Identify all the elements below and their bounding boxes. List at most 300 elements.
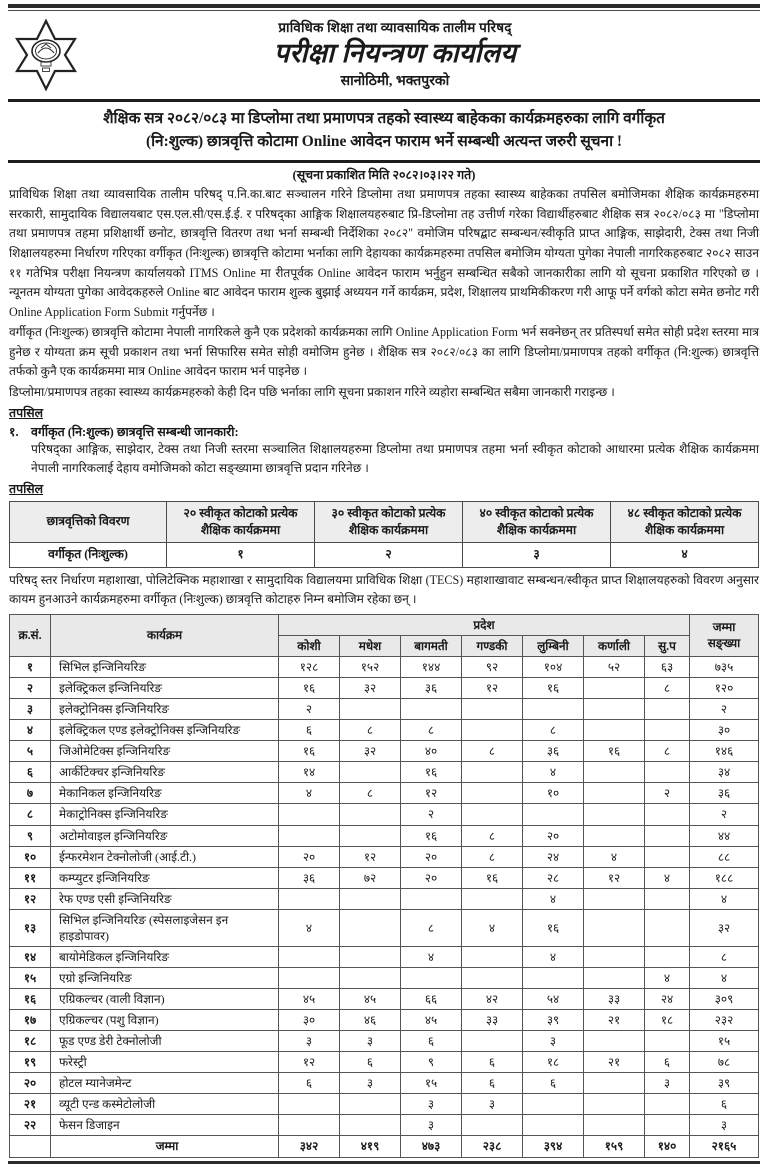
row-serial-number: ९ <box>10 825 51 846</box>
row-value-मधेश <box>340 825 401 846</box>
row-value-सु.प: २४ <box>645 989 690 1010</box>
row-value-गण्डकी <box>462 888 523 909</box>
row-value-लुम्बिनी: ४ <box>523 762 584 783</box>
row-program-name: रेफ एण्ड एसी इन्जिनियरिङ <box>51 888 279 909</box>
row-value-गण्डकी: ८ <box>462 825 523 846</box>
row-value-बागमती: १६ <box>401 762 462 783</box>
row-value-बागमती <box>401 967 462 988</box>
total-value-लुम्बिनी: ३९४ <box>523 1136 584 1157</box>
banner-line-2: (नि:शुल्क) छात्रवृत्ति कोटामा Online आवेदन फाराम भर्ने सम्बन्धी अत्यन्त जरुरी सूचना ! <box>145 133 623 151</box>
row-value-गण्डकी <box>462 783 523 804</box>
table-row <box>10 867 759 888</box>
row-value-गण्डकी: १६ <box>462 867 523 888</box>
row-program-name: होटल म्यानेजमेन्ट <box>51 1073 279 1094</box>
header-total-line2: सङ्ख्या <box>707 636 741 651</box>
row-program-name: इलेक्ट्रिकल एण्ड इलेक्ट्रोनिक्स इन्जिनियरिङ <box>51 720 279 741</box>
header-program: कार्यक्रम <box>51 614 279 656</box>
row-value-कोशी <box>279 888 340 909</box>
row-program-name: फूड एण्ड डेरी टेक्नोलोजी <box>51 1031 279 1052</box>
table-row <box>10 804 759 825</box>
row-serial-number: १३ <box>10 909 51 946</box>
row-program-name: कम्प्युटर इन्जिनियरिङ <box>51 867 279 888</box>
row-value-कोशी <box>279 825 340 846</box>
section-item-1-title: वर्गीकृत (नि:शुल्क) छात्रवृत्ति सम्बन्धी जानकारी: <box>31 424 239 439</box>
row-total: ८८ <box>690 846 759 867</box>
row-value-कोशी: १२ <box>279 1052 340 1073</box>
row-value-सु.प: ४ <box>645 867 690 888</box>
row-total: ३० <box>690 720 759 741</box>
row-total: ७३५ <box>690 657 759 678</box>
row-serial-number: ८ <box>10 804 51 825</box>
row-total: १२० <box>690 678 759 699</box>
row-value-मधेश: ८ <box>340 720 401 741</box>
row-value-लुम्बिनी: १८ <box>523 1052 584 1073</box>
row-value-बागमती <box>401 888 462 909</box>
row-value-कोशी <box>279 946 340 967</box>
section-item-1-body: परिषद्का आङ्गिक, साझेदार, टेक्स तथा निजी स्तरमा सञ्चालित शिक्षालयहरुमा डिप्लोमा तथा प्रमाणपत्र तहमा भर्ना स्वीकृत कोटाको आधारमा प्रत्येक शैक्षिक कार्यक्रममा नेपाली नागरिकलाई देहाय वमोजिमको कोटा सङ्ख्यामा छात्रवृत्ति प्रदान गरिनेछ । <box>31 441 759 476</box>
row-value-लुम्बिनी: ४ <box>523 946 584 967</box>
row-value-बागमती: १२ <box>401 783 462 804</box>
row-value-लुम्बिनी: ३९ <box>523 1010 584 1031</box>
row-serial-number: ४ <box>10 720 51 741</box>
program-table-footer <box>10 1136 759 1157</box>
total-value-कोशी: ३४२ <box>279 1136 340 1157</box>
table-row <box>10 1031 759 1052</box>
quota-summary-table <box>9 501 759 568</box>
office-name: परीक्षा नियन्त्रण कार्यालय <box>273 37 517 68</box>
row-value-कर्णाली <box>584 1073 645 1094</box>
row-value-बागमती: ८ <box>401 720 462 741</box>
row-value-मधेश <box>340 1115 401 1136</box>
quota-header-30: ३० स्वीकृत कोटाको प्रत्येक शैक्षिक कार्यक्रममा <box>315 501 463 543</box>
row-value-कोशी: ६ <box>279 720 340 741</box>
row-total: २ <box>690 699 759 720</box>
row-program-name: ईन्फरमेशन टेक्नोलोजी (आई.टी.) <box>51 846 279 867</box>
row-value-मधेश: १५२ <box>340 657 401 678</box>
row-value-कोशी <box>279 1094 340 1115</box>
row-program-name: मेकाट्रोनिक्स इन्जिनियरिङ <box>51 804 279 825</box>
row-value-मधेश: ३२ <box>340 741 401 762</box>
row-serial-number: ११ <box>10 867 51 888</box>
grand-total: २१६५ <box>690 1136 759 1157</box>
table-row <box>10 741 759 762</box>
total-row-spacer <box>10 1136 51 1157</box>
row-program-name: फरेस्ट्री <box>51 1052 279 1073</box>
row-value-बागमती: २ <box>401 804 462 825</box>
table-row <box>10 888 759 909</box>
quota-header-description: छात्रवृत्तिको विवरण <box>10 501 167 543</box>
quota-header-20: २० स्वीकृत कोटाको प्रत्येक शैक्षिक कार्यक्रममा <box>167 501 315 543</box>
header-province-bagmati: बागमती <box>401 635 462 656</box>
row-value-बागमती: ९ <box>401 1052 462 1073</box>
row-value-सु.प <box>645 1094 690 1115</box>
row-value-कोशी: ४ <box>279 909 340 946</box>
row-value-लुम्बिनी: ३६ <box>523 741 584 762</box>
row-value-बागमती <box>401 699 462 720</box>
row-value-बागमती: ४ <box>401 946 462 967</box>
row-value-कर्णाली: १६ <box>584 741 645 762</box>
row-value-कर्णाली: १२ <box>584 867 645 888</box>
row-program-name: सिभिल इन्जिनियरिङ <box>51 657 279 678</box>
row-value-सु.प <box>645 762 690 783</box>
row-value-कर्णाली <box>584 1094 645 1115</box>
total-value-मधेश: ४१९ <box>340 1136 401 1157</box>
table-row <box>10 909 759 946</box>
row-total: ३ <box>690 1115 759 1136</box>
row-value-गण्डकी <box>462 1031 523 1052</box>
row-value-सु.प: ३ <box>645 1073 690 1094</box>
row-value-कोशी: १४ <box>279 762 340 783</box>
table-row <box>10 846 759 867</box>
table-row <box>10 678 759 699</box>
row-program-name: एग्रो इन्जिनियरिङ <box>51 967 279 988</box>
row-value-गण्डकी <box>462 762 523 783</box>
row-value-गण्डकी <box>462 946 523 967</box>
row-value-कोशी: २० <box>279 846 340 867</box>
row-serial-number: १५ <box>10 967 51 988</box>
row-serial-number: १२ <box>10 888 51 909</box>
table-total-row <box>10 1136 759 1157</box>
row-value-कर्णाली <box>584 783 645 804</box>
row-serial-number: २१ <box>10 1094 51 1115</box>
row-value-बागमती: २० <box>401 867 462 888</box>
header-total-line1: जम्मा <box>712 620 736 635</box>
row-serial-number: ३ <box>10 699 51 720</box>
row-value-सु.प <box>645 825 690 846</box>
row-serial-number: २० <box>10 1073 51 1094</box>
row-program-name: सिभिल इन्जिनियरिङ (स्पेसलाइजेसन इन हाइडोपावर) <box>51 909 279 946</box>
row-value-लुम्बिनी <box>523 1094 584 1115</box>
row-total: १५ <box>690 1031 759 1052</box>
row-value-बागमती: ४५ <box>401 1010 462 1031</box>
row-value-सु.प: ६ <box>645 1052 690 1073</box>
row-total: ८ <box>690 946 759 967</box>
section-item-1-number: १. <box>9 424 19 439</box>
row-value-कर्णाली <box>584 909 645 946</box>
header-province-madhesh: मधेश <box>340 635 401 656</box>
row-total: ४४ <box>690 825 759 846</box>
row-serial-number: ५ <box>10 741 51 762</box>
row-value-लुम्बिनी: १०४ <box>523 657 584 678</box>
header-province-gandaki: गण्डकी <box>462 635 523 656</box>
row-value-कोशी: १२८ <box>279 657 340 678</box>
quota-row-value-48: ४ <box>611 543 759 567</box>
banner-line-1: शैक्षिक सत्र २०८२/०८३ मा डिप्लोमा तथा प्रमाणपत्र तहको स्वास्थ्य बाहेकका कार्यक्रमहरुका लागि वर्गीकृत <box>103 110 665 127</box>
row-program-name: आर्कीटेक्चर इन्जिनियरिङ <box>51 762 279 783</box>
row-value-कर्णाली <box>584 762 645 783</box>
row-value-मधेश: ४६ <box>340 1010 401 1031</box>
row-value-मधेश <box>340 909 401 946</box>
row-value-कोशी: ३० <box>279 1010 340 1031</box>
row-serial-number: ७ <box>10 783 51 804</box>
paragraph-4: परिषद् स्तर निर्धारण महाशाखा, पोलिटेक्निक महाशाखा र सामुदायिक विद्यालयमा प्राविधिक शिक्षा (TECS) महाशाखावाट सम्बन्धन/स्वीकृत प्राप्त शिक्षालयहरुको विवरण अनुसार कायम हुनआउने कार्यक्रमहरुमा वर्गीकृत (निःशुल्क) छात्रवृत्ति कोटाहरु निम्न बमोजिम रहेका छन् । <box>9 572 759 607</box>
row-value-कर्णाली <box>584 699 645 720</box>
row-value-लुम्बिनी: ५४ <box>523 989 584 1010</box>
row-value-गण्डकी <box>462 720 523 741</box>
row-serial-number: १८ <box>10 1031 51 1052</box>
row-value-कोशी: २ <box>279 699 340 720</box>
header-province-sudurpaschim: सु.प <box>645 635 690 656</box>
table-row <box>10 1094 759 1115</box>
row-value-कोशी <box>279 804 340 825</box>
row-serial-number: २ <box>10 678 51 699</box>
row-value-मधेश: ७२ <box>340 867 401 888</box>
row-value-सु.प: ८ <box>645 741 690 762</box>
quota-row-value-40: ३ <box>463 543 611 567</box>
row-value-कर्णाली <box>584 720 645 741</box>
table-row <box>10 699 759 720</box>
total-value-कर्णाली: १५९ <box>584 1136 645 1157</box>
row-total: ३६ <box>690 783 759 804</box>
row-value-गण्डकी: ४२ <box>462 989 523 1010</box>
row-value-सु.प: ८ <box>645 678 690 699</box>
row-value-लुम्बिनी: ८ <box>523 720 584 741</box>
row-value-कर्णाली <box>584 678 645 699</box>
row-program-name: एग्रिकल्चर (वाली विज्ञान) <box>51 989 279 1010</box>
row-value-कर्णाली: २१ <box>584 1010 645 1031</box>
row-value-सु.प <box>645 1115 690 1136</box>
row-serial-number: १ <box>10 657 51 678</box>
row-value-लुम्बिनी: १६ <box>523 678 584 699</box>
row-value-कर्णाली <box>584 888 645 909</box>
row-value-लुम्बिनी: २४ <box>523 846 584 867</box>
row-serial-number: १० <box>10 846 51 867</box>
header-province-group: प्रदेश <box>279 614 690 635</box>
row-total: १४६ <box>690 741 759 762</box>
quota-header-40: ४० स्वीकृत कोटाको प्रत्येक शैक्षिक कार्यक्रममा <box>463 501 611 543</box>
row-value-कर्णाली <box>584 804 645 825</box>
row-value-गण्डकी: १२ <box>462 678 523 699</box>
row-value-गण्डकी: ४ <box>462 909 523 946</box>
row-total: ४ <box>690 888 759 909</box>
row-value-लुम्बिनी <box>523 1115 584 1136</box>
row-value-कर्णाली <box>584 825 645 846</box>
row-value-सु.प: ६३ <box>645 657 690 678</box>
quota-table-row <box>10 543 759 567</box>
row-value-गण्डकी: ६ <box>462 1073 523 1094</box>
masthead <box>0 11 768 95</box>
row-value-मधेश: ३ <box>340 1073 401 1094</box>
row-value-गण्डकी <box>462 804 523 825</box>
row-value-गण्डकी <box>462 1115 523 1136</box>
quota-row-label: वर्गीकृत (निःशुल्क) <box>10 543 167 567</box>
row-value-गण्डकी: ८ <box>462 741 523 762</box>
row-value-बागमती: ३६ <box>401 678 462 699</box>
organization-name: प्राविधिक शिक्षा तथा व्यावसायिक तालीम परिषद् <box>278 20 512 36</box>
row-value-गण्डकी <box>462 967 523 988</box>
row-value-मधेश <box>340 699 401 720</box>
tapasil-heading-1: तपसिल <box>9 405 44 420</box>
table-row <box>10 1115 759 1136</box>
paragraph-2: वर्गीकृत (निःशुल्क) छात्रवृत्ति कोटामा नेपाली नागरिकले कुनै एक प्रदेशको कार्यक्रमका लागि Online Application Form भर्न सक्नेछन् तर प्रतिस्पर्धा समेत सोही प्रदेश स्तरमा मात्र हुनेछ र योग्यता क्रम सूची प्रकाशन तथा भर्ना सिफारिस समेत सोही वमोजिम हुनेछ । शैक्षिक सत्र २०८२/०८३ का लागि डिप्लोमा/प्रमाणपत्र तहको वर्गीकृत (नि:शुल्क) छात्रवृत्ति तर्फको कुनै एक कार्यक्रममा मात्र Online आवेदन फाराम भर्न पाइनेछ । <box>9 325 759 379</box>
row-value-बागमती: ६६ <box>401 989 462 1010</box>
row-value-बागमती: १५ <box>401 1073 462 1094</box>
row-value-मधेश: ६ <box>340 1052 401 1073</box>
section-item-1 <box>9 423 759 440</box>
row-value-गण्डकी: ८ <box>462 846 523 867</box>
row-value-लुम्बिनी: २० <box>523 825 584 846</box>
row-value-कोशी: ४ <box>279 783 340 804</box>
notice-published-date: (सूचना प्रकाशित मिति २०८२।०३।२२ गते) <box>292 168 476 183</box>
row-value-सु.प: ४ <box>645 967 690 988</box>
table-row <box>10 967 759 988</box>
row-serial-number: ६ <box>10 762 51 783</box>
row-serial-number: १४ <box>10 946 51 967</box>
row-value-मधेश: ४५ <box>340 989 401 1010</box>
header-province-koshi: कोशी <box>279 635 340 656</box>
bottom-rule <box>8 1161 760 1164</box>
row-value-सु.प: २ <box>645 783 690 804</box>
header-serial-number: क्र.सं. <box>10 614 51 656</box>
row-program-name: व्यूटी एन्ड कस्मेटोलोजी <box>51 1094 279 1115</box>
row-value-गण्डकी: ६ <box>462 1052 523 1073</box>
row-value-कर्णाली: ५२ <box>584 657 645 678</box>
row-value-कर्णाली <box>584 1031 645 1052</box>
row-program-name: इलेक्ट्रोनिक्स इन्जिनियरिङ <box>51 699 279 720</box>
row-value-सु.प <box>645 720 690 741</box>
row-program-name: जिओमेटिक्स इन्जिनियरिङ <box>51 741 279 762</box>
row-value-बागमती: ४० <box>401 741 462 762</box>
row-total: ४ <box>690 967 759 988</box>
row-total: ६ <box>690 1094 759 1115</box>
row-value-मधेश: ३ <box>340 1031 401 1052</box>
total-value-सु.प: १४० <box>645 1136 690 1157</box>
row-value-कर्णाली <box>584 967 645 988</box>
row-value-कर्णाली <box>584 946 645 967</box>
notice-document-page <box>0 4 768 1164</box>
row-program-name: एग्रिकल्चर (पशु विज्ञान) <box>51 1010 279 1031</box>
row-value-सु.प <box>645 1031 690 1052</box>
row-total: ७८ <box>690 1052 759 1073</box>
row-value-गण्डकी <box>462 699 523 720</box>
row-value-लुम्बिनी: १६ <box>523 909 584 946</box>
program-table-body <box>10 657 759 1136</box>
row-value-लुम्बिनी <box>523 699 584 720</box>
row-program-name: मेकानिकल इन्जिनियरिङ <box>51 783 279 804</box>
row-value-मधेश: ८ <box>340 783 401 804</box>
row-value-सु.प <box>645 699 690 720</box>
quota-row-value-30: २ <box>315 543 463 567</box>
row-value-लुम्बिनी: २८ <box>523 867 584 888</box>
quota-header-48: ४८ स्वीकृत कोटाको प्रत्येक शैक्षिक कार्यक्रममा <box>611 501 759 543</box>
table-row <box>10 783 759 804</box>
row-serial-number: १६ <box>10 989 51 1010</box>
row-serial-number: १९ <box>10 1052 51 1073</box>
total-value-गण्डकी: २३८ <box>462 1136 523 1157</box>
row-value-लुम्बिनी: ४ <box>523 888 584 909</box>
row-serial-number: २२ <box>10 1115 51 1136</box>
row-value-लुम्बिनी <box>523 804 584 825</box>
row-program-name: इलेक्ट्रिकल इन्जिनियरिङ <box>51 678 279 699</box>
quota-table-header-row <box>10 501 759 543</box>
row-program-name: बायोमेडिकल इन्जिनियरिङ <box>51 946 279 967</box>
row-program-name: फेसन डिजाइन <box>51 1115 279 1136</box>
row-total: ३०९ <box>690 989 759 1010</box>
header-province-karnali: कर्णाली <box>584 635 645 656</box>
office-address: सानोठिमी, भक्तपुरको <box>340 73 450 89</box>
row-value-कोशी <box>279 967 340 988</box>
row-value-मधेश <box>340 888 401 909</box>
table-row <box>10 946 759 967</box>
row-value-सु.प <box>645 846 690 867</box>
row-value-कोशी: ४५ <box>279 989 340 1010</box>
header-province-lumbini: लुम्बिनी <box>523 635 584 656</box>
row-value-लुम्बिनी: ३ <box>523 1031 584 1052</box>
table-row <box>10 1052 759 1073</box>
row-value-बागमती: ६ <box>401 1031 462 1052</box>
table-row <box>10 720 759 741</box>
table-row <box>10 762 759 783</box>
row-value-लुम्बिनी <box>523 967 584 988</box>
row-value-बागमती: १६ <box>401 825 462 846</box>
row-value-बागमती: ८ <box>401 909 462 946</box>
row-value-कोशी <box>279 1115 340 1136</box>
tapasil-heading-2: तपसिल <box>9 481 44 496</box>
row-value-बागमती: ३ <box>401 1094 462 1115</box>
row-value-बागमती: २० <box>401 846 462 867</box>
row-total: २ <box>690 804 759 825</box>
row-value-कर्णाली <box>584 1115 645 1136</box>
row-value-सु.प <box>645 946 690 967</box>
row-total: २३२ <box>690 1010 759 1031</box>
quota-row-value-20: १ <box>167 543 315 567</box>
row-value-कोशी: ३ <box>279 1031 340 1052</box>
row-value-गण्डकी: ३ <box>462 1094 523 1115</box>
total-row-label: जम्मा <box>51 1136 279 1157</box>
row-value-मधेश <box>340 1094 401 1115</box>
row-serial-number: १७ <box>10 1010 51 1031</box>
table-row <box>10 825 759 846</box>
row-value-कोशी: ३६ <box>279 867 340 888</box>
row-value-मधेश <box>340 762 401 783</box>
row-value-सु.प: १८ <box>645 1010 690 1031</box>
row-value-कर्णाली: ३३ <box>584 989 645 1010</box>
row-program-name: अटोमोवाइल इन्जिनियरिङ <box>51 825 279 846</box>
row-value-मधेश <box>340 804 401 825</box>
paragraph-1: प्राविधिक शिक्षा तथा व्यावसायिक तालीम परिषद् प.नि.का.बाट सञ्चालन गरिने डिप्लोमा तथा प्रमाणपत्र तहका स्वास्थ्य बाहेकका तपसिल बमोजिमका शैक्षिक कार्यक्रमहरुमा सरकारी, सामुदायिक विद्यालयबाट एस.एल.सी/एस.ई.ई. र परिषद्का आङ्गिक शिक्षालयहरुबाट प्रि-डिप्लोमा तह उत्तीर्ण गरेका विद्यार्थीहरुबाट शैक्षिक सत्र २०८२/०८३ मा "डिप्लोमा तथा प्रमाणपत्र तहमा प्रशिक्षार्थी छनोट, छात्रवृत्ति वितरण तथा भर्ना सम्बन्धी निर्देशिका २०८२" वमोजिम परिषद्बाट सम्बन्धन/स्वीकृति प्राप्त आङ्गिक, साझेदारी, टेक्स तथा निजी शिक्षालयहरुमा निर्धारण गरिएका वर्गीकृत (निःशुल्क) छात्रवृत्ति कोटामा भर्नाका लागि देहायका कार्यक्रमहरुमा तपसिल बमोजिम योग्यता पुगेका नेपाली नागरिकहरुबाट २०८२ साउन ११ गतेभित्र परीक्षा नियन्त्रण कार्यालयको ITMS Online मा रीतपूर्वक Online आवेदन फाराम भर्नुहुन सम्बन्धित सबैको जानकारीका लागि यो सूचना प्रकाशित गरिएको छ । न्यूनतम योग्यता पुगेका आवेदकहरुले Online बाट आवेदन फाराम शुल्क बुझाई अध्ययन गर्ने कार्यक्रम, प्रदेश, शिक्षालय प्राथमिकीकरण गरी आफू पर्ने वर्गको कोटा समेत छनोट गरी Online Application Form Submit गर्नुपर्नेछ । <box>9 187 759 319</box>
row-value-कर्णाली: ४ <box>584 846 645 867</box>
row-value-सु.प <box>645 804 690 825</box>
row-value-गण्डकी: ३३ <box>462 1010 523 1031</box>
row-value-मधेश <box>340 946 401 967</box>
row-value-सु.प <box>645 888 690 909</box>
after-quota-table-note <box>0 568 768 610</box>
row-total: ३२ <box>690 909 759 946</box>
program-quota-table <box>9 614 759 1158</box>
total-value-बागमती: ४७३ <box>401 1136 462 1157</box>
row-total: ३९ <box>690 1073 759 1094</box>
header-total <box>690 614 759 656</box>
row-total: ३४ <box>690 762 759 783</box>
row-value-सु.प <box>645 909 690 946</box>
notice-banner <box>8 99 760 163</box>
row-value-कोशी: ६ <box>279 1073 340 1094</box>
row-value-लुम्बिनी: ६ <box>523 1073 584 1094</box>
row-value-लुम्बिनी: १० <box>523 783 584 804</box>
table-row <box>10 1073 759 1094</box>
top-rule-thick <box>8 4 760 8</box>
row-value-कर्णाली: २१ <box>584 1052 645 1073</box>
ctevt-star-emblem-icon <box>10 17 82 93</box>
row-value-गण्डकी: ९२ <box>462 657 523 678</box>
table-row <box>10 989 759 1010</box>
row-value-बागमती: १४४ <box>401 657 462 678</box>
row-value-बागमती: ३ <box>401 1115 462 1136</box>
table-row <box>10 1010 759 1031</box>
row-value-मधेश <box>340 967 401 988</box>
row-value-मधेश: १२ <box>340 846 401 867</box>
row-total: १८८ <box>690 867 759 888</box>
